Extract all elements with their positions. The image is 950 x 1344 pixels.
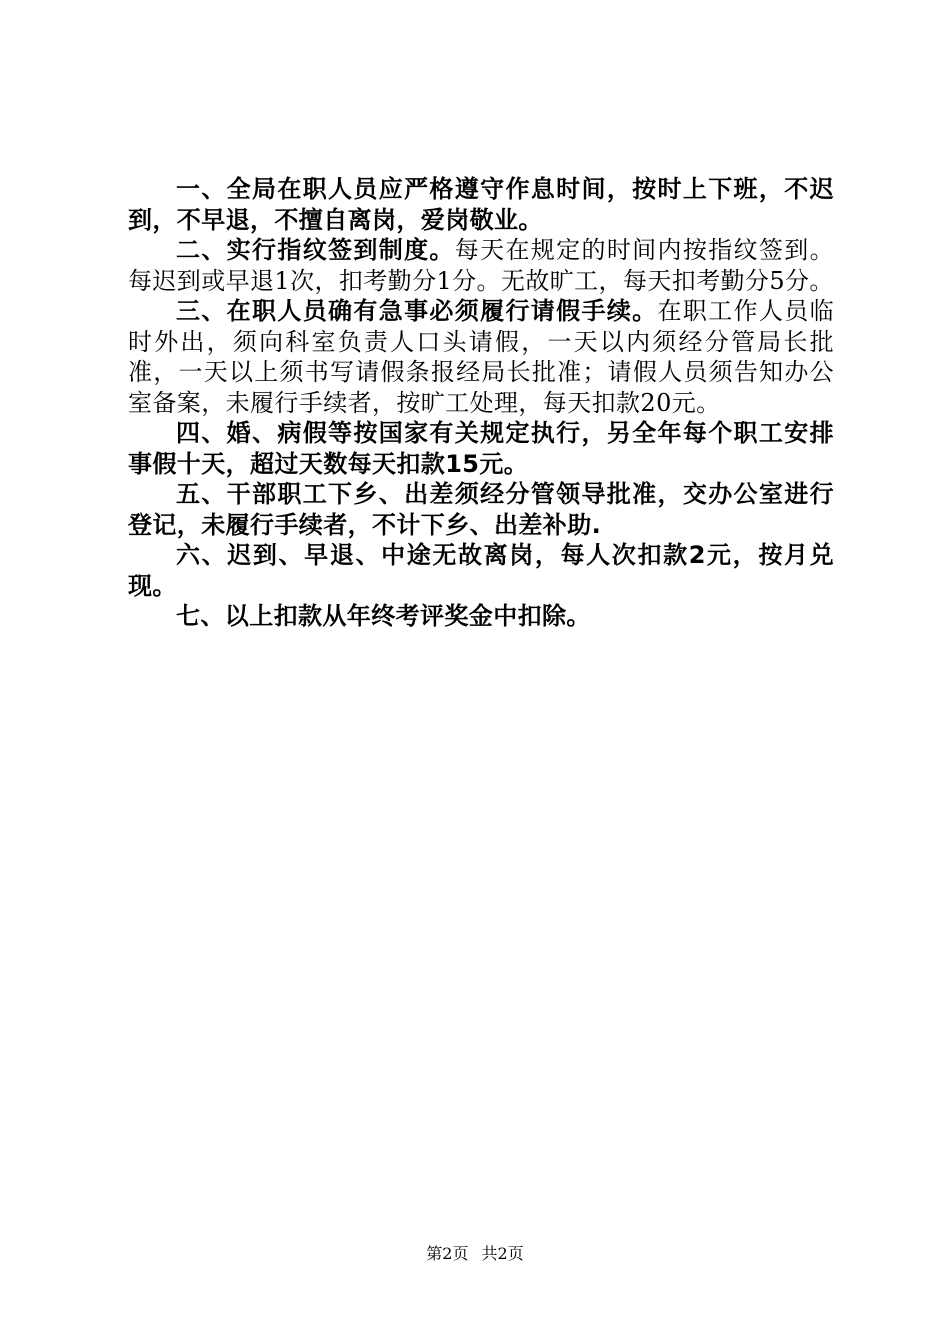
paragraph-5-lead: 五、干部职工下乡、出差须经分管领导批准，交办公室进行登记，未履行手续者，不计下乡、出差补助.	[128, 480, 834, 539]
paragraph-4-lead: 四、婚、病假等按国家有关规定执行，另全年每个职工安排事假十天，超过天数每天扣款15元。	[128, 419, 834, 478]
paragraph-2-rest: 每天在规定的时间内按指纹签到。每迟到或早退1次，扣考勤分1分。无故旷工，每天扣考勤分5分。	[128, 236, 834, 295]
paragraph-2-lead: 二、实行指纹签到制度。	[176, 236, 455, 264]
document-body	[128, 175, 834, 633]
paragraph-1-lead: 一、全局在职人员应严格遵守作息时间，按时上下班，不迟到，不早退，不擅自离岗，爱岗敬业。	[128, 175, 834, 234]
paragraph-3	[128, 297, 834, 419]
paragraph-4	[128, 419, 834, 480]
paragraph-3-lead: 三、在职人员确有急事必须履行请假手续。	[176, 297, 658, 325]
page-footer	[0, 1244, 950, 1264]
paragraph-7	[128, 602, 834, 633]
paragraph-1	[128, 175, 834, 236]
paragraph-3-rest: 在职工作人员临时外出，须向科室负责人口头请假，一天以内须经分管局长批准，一天以上须书写请假条报经局长批准；请假人员须告知办公室备案，未履行手续者，按旷工处理，每天扣款20元。	[128, 297, 834, 417]
paragraph-5	[128, 480, 834, 541]
page-total: 共2页	[481, 1244, 524, 1263]
paragraph-6-lead: 六、迟到、早退、中途无故离岗，每人次扣款2元，按月兑现。	[128, 541, 834, 600]
paragraph-6	[128, 541, 834, 602]
paragraph-7-lead: 七、以上扣款从年终考评奖金中扣除。	[176, 602, 591, 630]
paragraph-2	[128, 236, 834, 297]
page-number: 第2页	[426, 1244, 469, 1263]
